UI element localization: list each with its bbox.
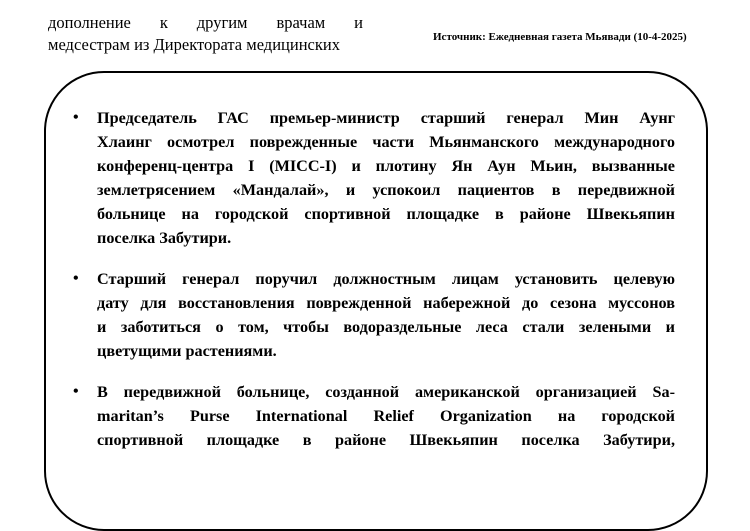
bullet-list — [73, 106, 675, 469]
bullet-line: maritan’s Purse International Relief Organization на городской — [97, 407, 675, 425]
bullet-line: Старший генерал поручил должностным лицам установить целевую — [97, 270, 675, 288]
bullet-line: больнице на городской спортивной площадке в районе Швекьяпин — [97, 205, 675, 223]
bullet-line: спортивной площадке в районе Швекьяпин поселка Забутири, — [97, 431, 675, 449]
bullet-icon: • — [73, 383, 79, 400]
bullet-icon: • — [73, 109, 79, 126]
bullet-line: Хлаинг осмотрел поврежденные части Мьянманского международного — [97, 133, 675, 151]
bullet-line: землетрясением «Мандалай», и успокоил пациентов в передвижной — [97, 181, 675, 199]
bullet-line: дату для восстановления поврежденной набережной до сезона муссонов — [97, 294, 675, 312]
bullet-line: цветущими растениями. — [97, 342, 277, 360]
bullet-line: Председатель ГАС премьер-министр старший генерал Мин Аунг — [97, 109, 675, 127]
bullet-line: конференц-центра I (MICC-I) и плотину Ян Аун Мьин, вызванные — [97, 157, 675, 175]
top-paragraph-line: медсестрам из Директората медицинских — [48, 35, 340, 54]
source-citation: Источник: Ежедневная газета Мьявади (10-4-2025) — [433, 31, 687, 43]
list-item — [73, 267, 675, 363]
top-paragraph — [48, 0, 363, 56]
list-item — [73, 106, 675, 250]
top-paragraph-line: дополнение к другим врачам и — [48, 13, 363, 32]
bullet-line: поселка Забутири. — [97, 229, 232, 247]
list-item — [73, 380, 675, 452]
bullet-line: В передвижной больнице, созданной американской организацией Sa- — [97, 383, 675, 401]
bullet-icon: • — [73, 270, 79, 287]
bullet-line: и заботиться о том, чтобы водораздельные леса стали зелеными и — [97, 318, 675, 336]
